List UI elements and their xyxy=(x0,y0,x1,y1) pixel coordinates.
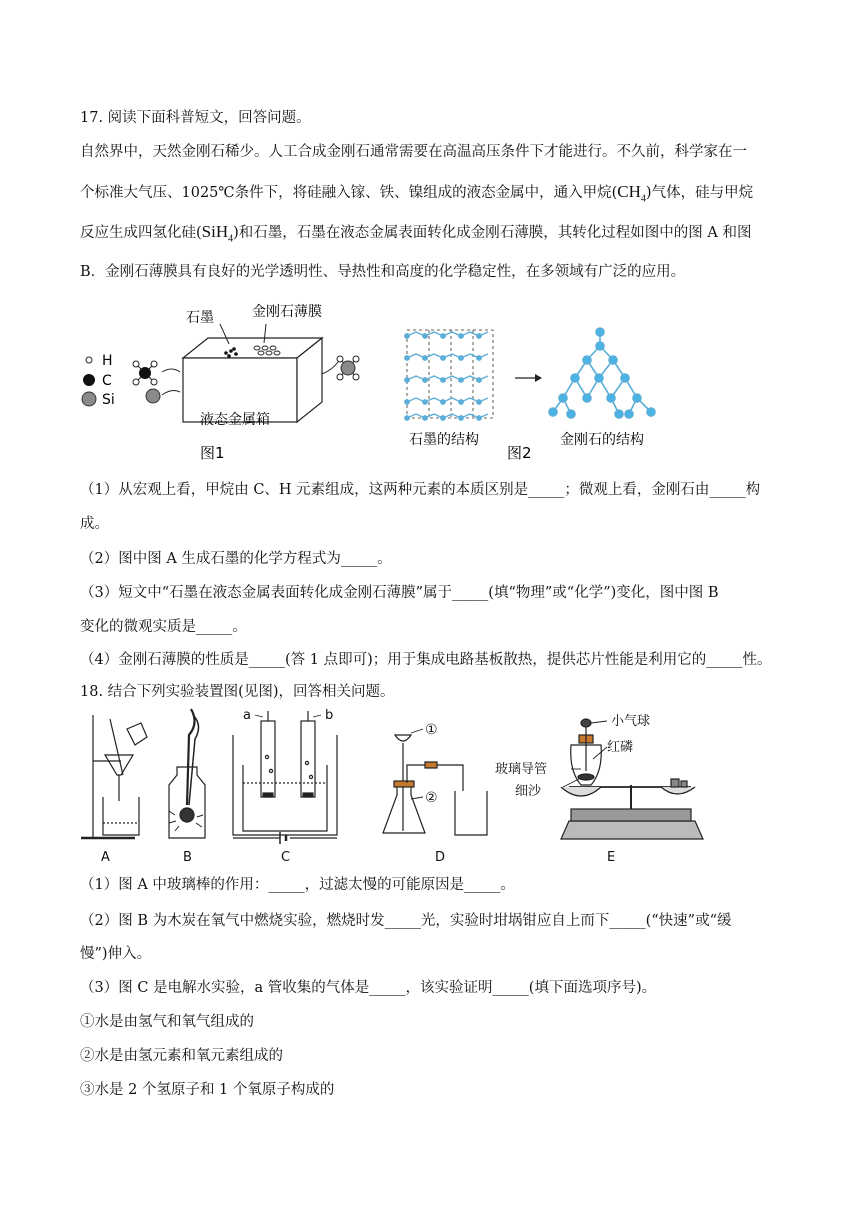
q17-question-1b: 成。 xyxy=(80,516,109,532)
label-b: B xyxy=(183,850,192,865)
q18-question-2a: （2）图 B 为木炭在氧气中燃烧实验，燃烧时发_____光，实验时坩埚钳应自上而下_____(“快速”或“缓 xyxy=(80,913,732,929)
liquid-metal-box xyxy=(183,338,322,422)
label-a: A xyxy=(101,850,110,865)
q17-title: 17. 阅读下面科普短文，回答问题。 xyxy=(80,110,311,126)
q17-question-4: （4）金刚石薄膜的性质是_____(答 1 点即可)；用于集成电路基板散热，提供芯片性能是利用它的_____性。 xyxy=(80,652,772,668)
q18-question-2b: 慢”)伸入。 xyxy=(80,946,152,962)
arrow-in-2 xyxy=(162,391,180,395)
glass-tube-label: 玻璃导管 xyxy=(495,762,548,777)
q17-para-line-2: 个标准大气压、1025℃条件下，将硅融入镓、铁、镍组成的液态金属中，通入甲烷$(CH_4)$气体，硅与甲烷 xyxy=(80,182,754,205)
q17-para-line-4: B．金刚石薄膜具有良好的光学透明性、导热性和高度的化学稳定性，在多领域有广泛的应用。 xyxy=(80,264,686,280)
graphite-structure xyxy=(405,330,493,420)
label-d: D xyxy=(435,850,446,865)
q18-option-1: ①水是由氢气和氧气组成的 xyxy=(80,1014,254,1030)
legend-si-atom xyxy=(82,392,96,406)
apparatus-e-balance xyxy=(495,713,703,865)
q17-para-line-1: 自然界中，天然金刚石稀少。人工合成金刚石通常需要在高温高压条件下才能进行。不久前，科学家在一 xyxy=(80,144,747,160)
arrow-out xyxy=(322,362,338,374)
legend-c-atom xyxy=(83,374,95,386)
q18-option-3: ③水是 2 个氢原子和 1 个氧原子构成的 xyxy=(80,1082,335,1098)
figure-2-caption: 图2 xyxy=(507,444,532,460)
mark-2: ② xyxy=(425,790,438,806)
legend-h-atom xyxy=(86,357,92,363)
tube-b-label: b xyxy=(325,708,334,723)
q18-question-1: （1）图 A 中玻璃棒的作用：_____，过滤太慢的可能原因是_____。 xyxy=(80,877,515,893)
silane-molecule xyxy=(337,356,359,380)
q17-question-2: （2）图中图 A 生成石墨的化学方程式为_____。 xyxy=(80,551,392,567)
silicon-atom xyxy=(146,389,160,403)
arrow-in-1 xyxy=(162,369,180,372)
q18-title: 18. 结合下列实验装置图(见图)，回答相关问题。 xyxy=(80,684,395,700)
q17-question-3a: （3）短文中“石墨在液态金属表面转化成金刚石薄膜”属于_____(填“物理”或“化学”)变化，图中图 B xyxy=(80,585,719,601)
diamond-film-label: 金刚石薄膜 xyxy=(252,304,322,320)
methane-formula: $CH_4$ xyxy=(617,182,646,205)
diamond-structure xyxy=(549,328,655,418)
mark-1: ① xyxy=(425,722,438,738)
figure-1-caption: 图1 xyxy=(200,444,225,462)
label-e: E xyxy=(607,850,616,865)
q18-option-2: ②水是由氢元素和氧元素组成的 xyxy=(80,1048,283,1064)
apparatus-c-electrolysis xyxy=(233,708,337,865)
sand-label: 细沙 xyxy=(515,784,542,799)
apparatus-a-filtration xyxy=(81,715,147,865)
box-label: 液态金属箱 xyxy=(200,412,270,428)
apparatus-figure xyxy=(75,705,795,865)
balloon-label: 小气球 xyxy=(611,714,651,729)
legend-si-label: Si xyxy=(102,392,115,408)
silane-formula: SiH$_4$ xyxy=(201,222,234,245)
legend-h-label: H xyxy=(102,353,113,369)
tube-a-label: a xyxy=(243,708,251,723)
methane-molecule xyxy=(133,361,157,385)
apparatus-b-charcoal xyxy=(169,709,205,865)
label-c: C xyxy=(281,850,291,865)
figure-2 xyxy=(395,320,665,460)
diamond-structure-label: 金刚石的结构 xyxy=(560,432,644,448)
q17-para-line-3: 反应生成四氢化硅(SiH$_4$)和石墨，石墨在液态金属表面转化成金刚石薄膜，其转化过程如图中的图 A 和图 xyxy=(80,222,752,245)
phosphorus-label: 红磷 xyxy=(607,740,634,755)
apparatus-d-gas xyxy=(383,722,487,865)
graphite-structure-label: 石墨的结构 xyxy=(409,432,479,448)
graphite-label: 石墨 xyxy=(186,310,214,326)
q17-question-3b: 变化的微观实质是_____。 xyxy=(80,619,247,635)
transform-arrow xyxy=(515,374,542,382)
q18-question-3: （3）图 C 是电解水实验，a 管收集的气体是_____，该实验证明_____(填下面选项序号)。 xyxy=(80,980,657,996)
figure-1 xyxy=(80,298,380,468)
q17-question-1a: （1）从宏观上看，甲烷由 C、H 元素组成，这两种元素的本质区别是_____；微观上看，金刚石由_____构 xyxy=(80,482,761,498)
legend-c-label: C xyxy=(102,373,112,389)
